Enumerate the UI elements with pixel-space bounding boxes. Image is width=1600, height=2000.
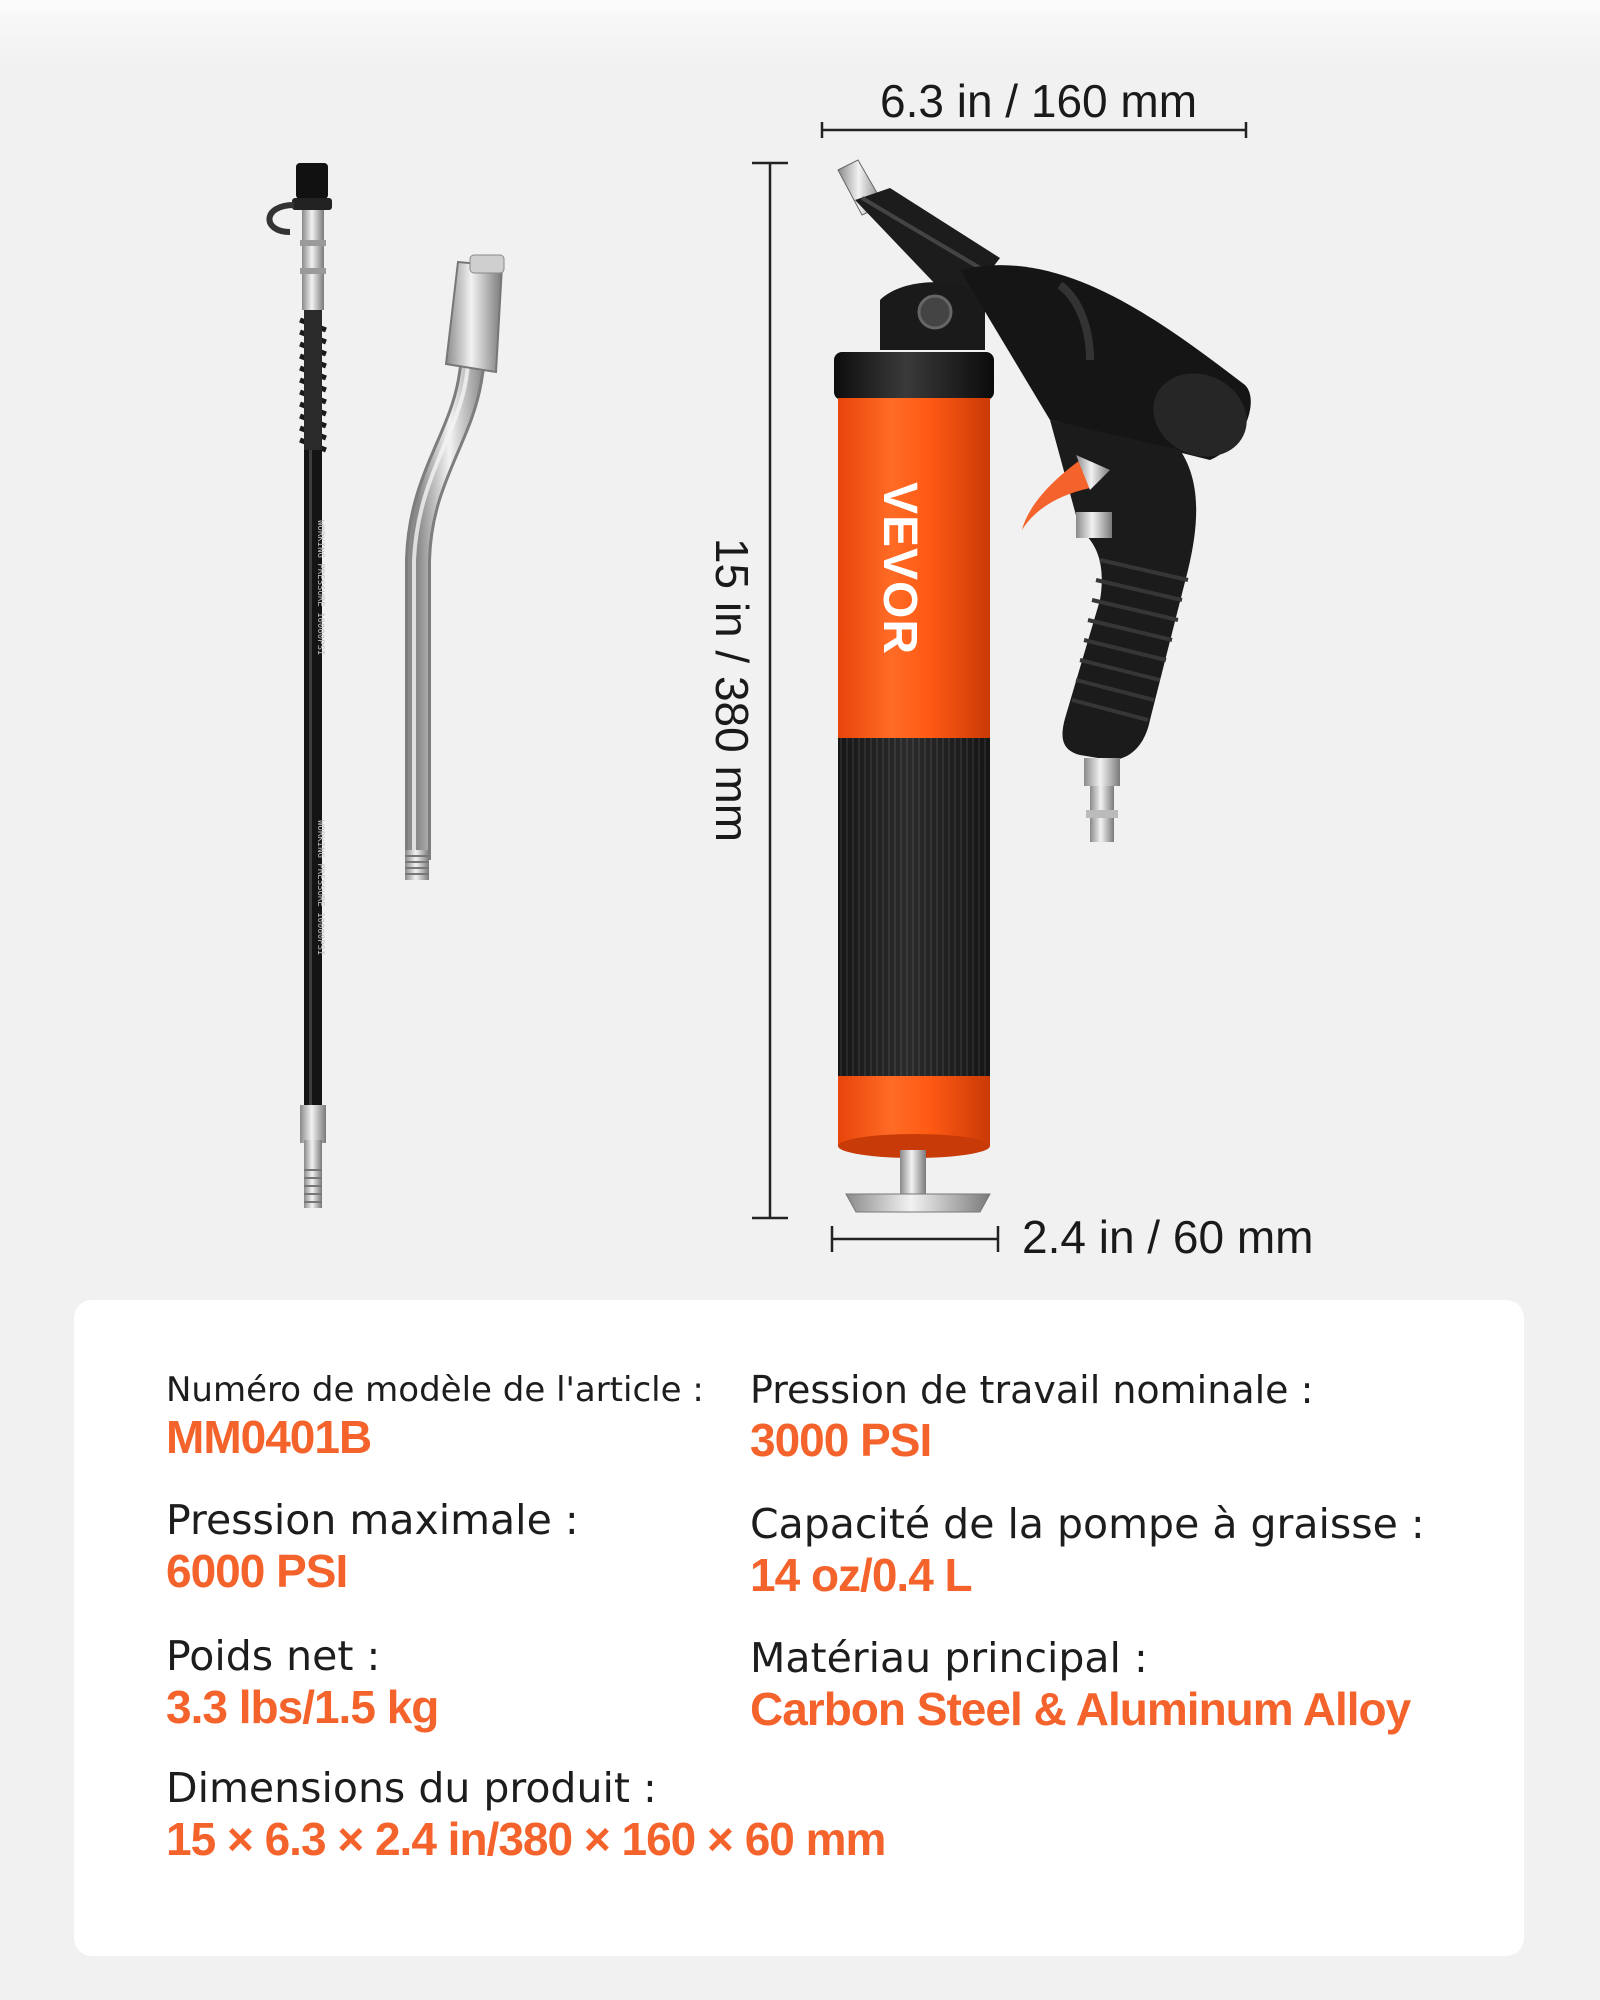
curved-extension (405, 255, 504, 880)
spec-rated-pressure-value: 3000 PSI (750, 1413, 932, 1466)
spec-capacity-label: Capacité de la pompe à graisse : (750, 1500, 1425, 1548)
specifications-card (74, 1300, 1524, 1956)
hose-print-text: WORKING PRESSURE 10000PSI (315, 820, 325, 956)
spec-rated-pressure (750, 1370, 1313, 1469)
flexible-hose (269, 163, 332, 1208)
dimension-height-label: 15 in / 380 mm (706, 537, 758, 843)
dimension-width-label: 6.3 in / 160 mm (880, 75, 1198, 127)
spec-capacity-value: 14 oz/0.4 L (750, 1549, 972, 1602)
spec-max-pressure-value: 6000 PSI (166, 1545, 348, 1598)
spec-material-value: Carbon Steel & Aluminum Alloy (750, 1683, 1411, 1736)
spec-dimensions-value: 15 × 6.3 × 2.4 in/380 × 160 × 60 mm (166, 1813, 886, 1866)
spec-weight-label: Poids net : (166, 1632, 381, 1680)
spec-dimensions (166, 1766, 885, 1869)
spec-model-label: Numéro de modèle de l'article : (166, 1370, 704, 1410)
grease-gun (834, 160, 1260, 1212)
spec-weight-value: 3.3 lbs/1.5 kg (166, 1681, 439, 1734)
spec-material (750, 1636, 1410, 1739)
brand-logo: VEVOR (873, 482, 926, 656)
spec-max-pressure-label: Pression maximale : (166, 1496, 579, 1544)
hose-print-text: WORKING PRESSURE 10000PSI (315, 520, 325, 656)
spec-weight (166, 1634, 438, 1737)
spec-model (166, 1372, 704, 1467)
dimension-depth-label: 2.4 in / 60 mm (1022, 1211, 1314, 1263)
spec-rated-pressure-label: Pression de travail nominale : (750, 1368, 1314, 1412)
spec-model-value: MM0401B (166, 1411, 372, 1464)
spec-dimensions-label: Dimensions du produit : (166, 1764, 657, 1812)
spec-max-pressure (166, 1498, 579, 1601)
spec-material-label: Matériau principal : (750, 1634, 1148, 1682)
spec-capacity (750, 1502, 1425, 1605)
